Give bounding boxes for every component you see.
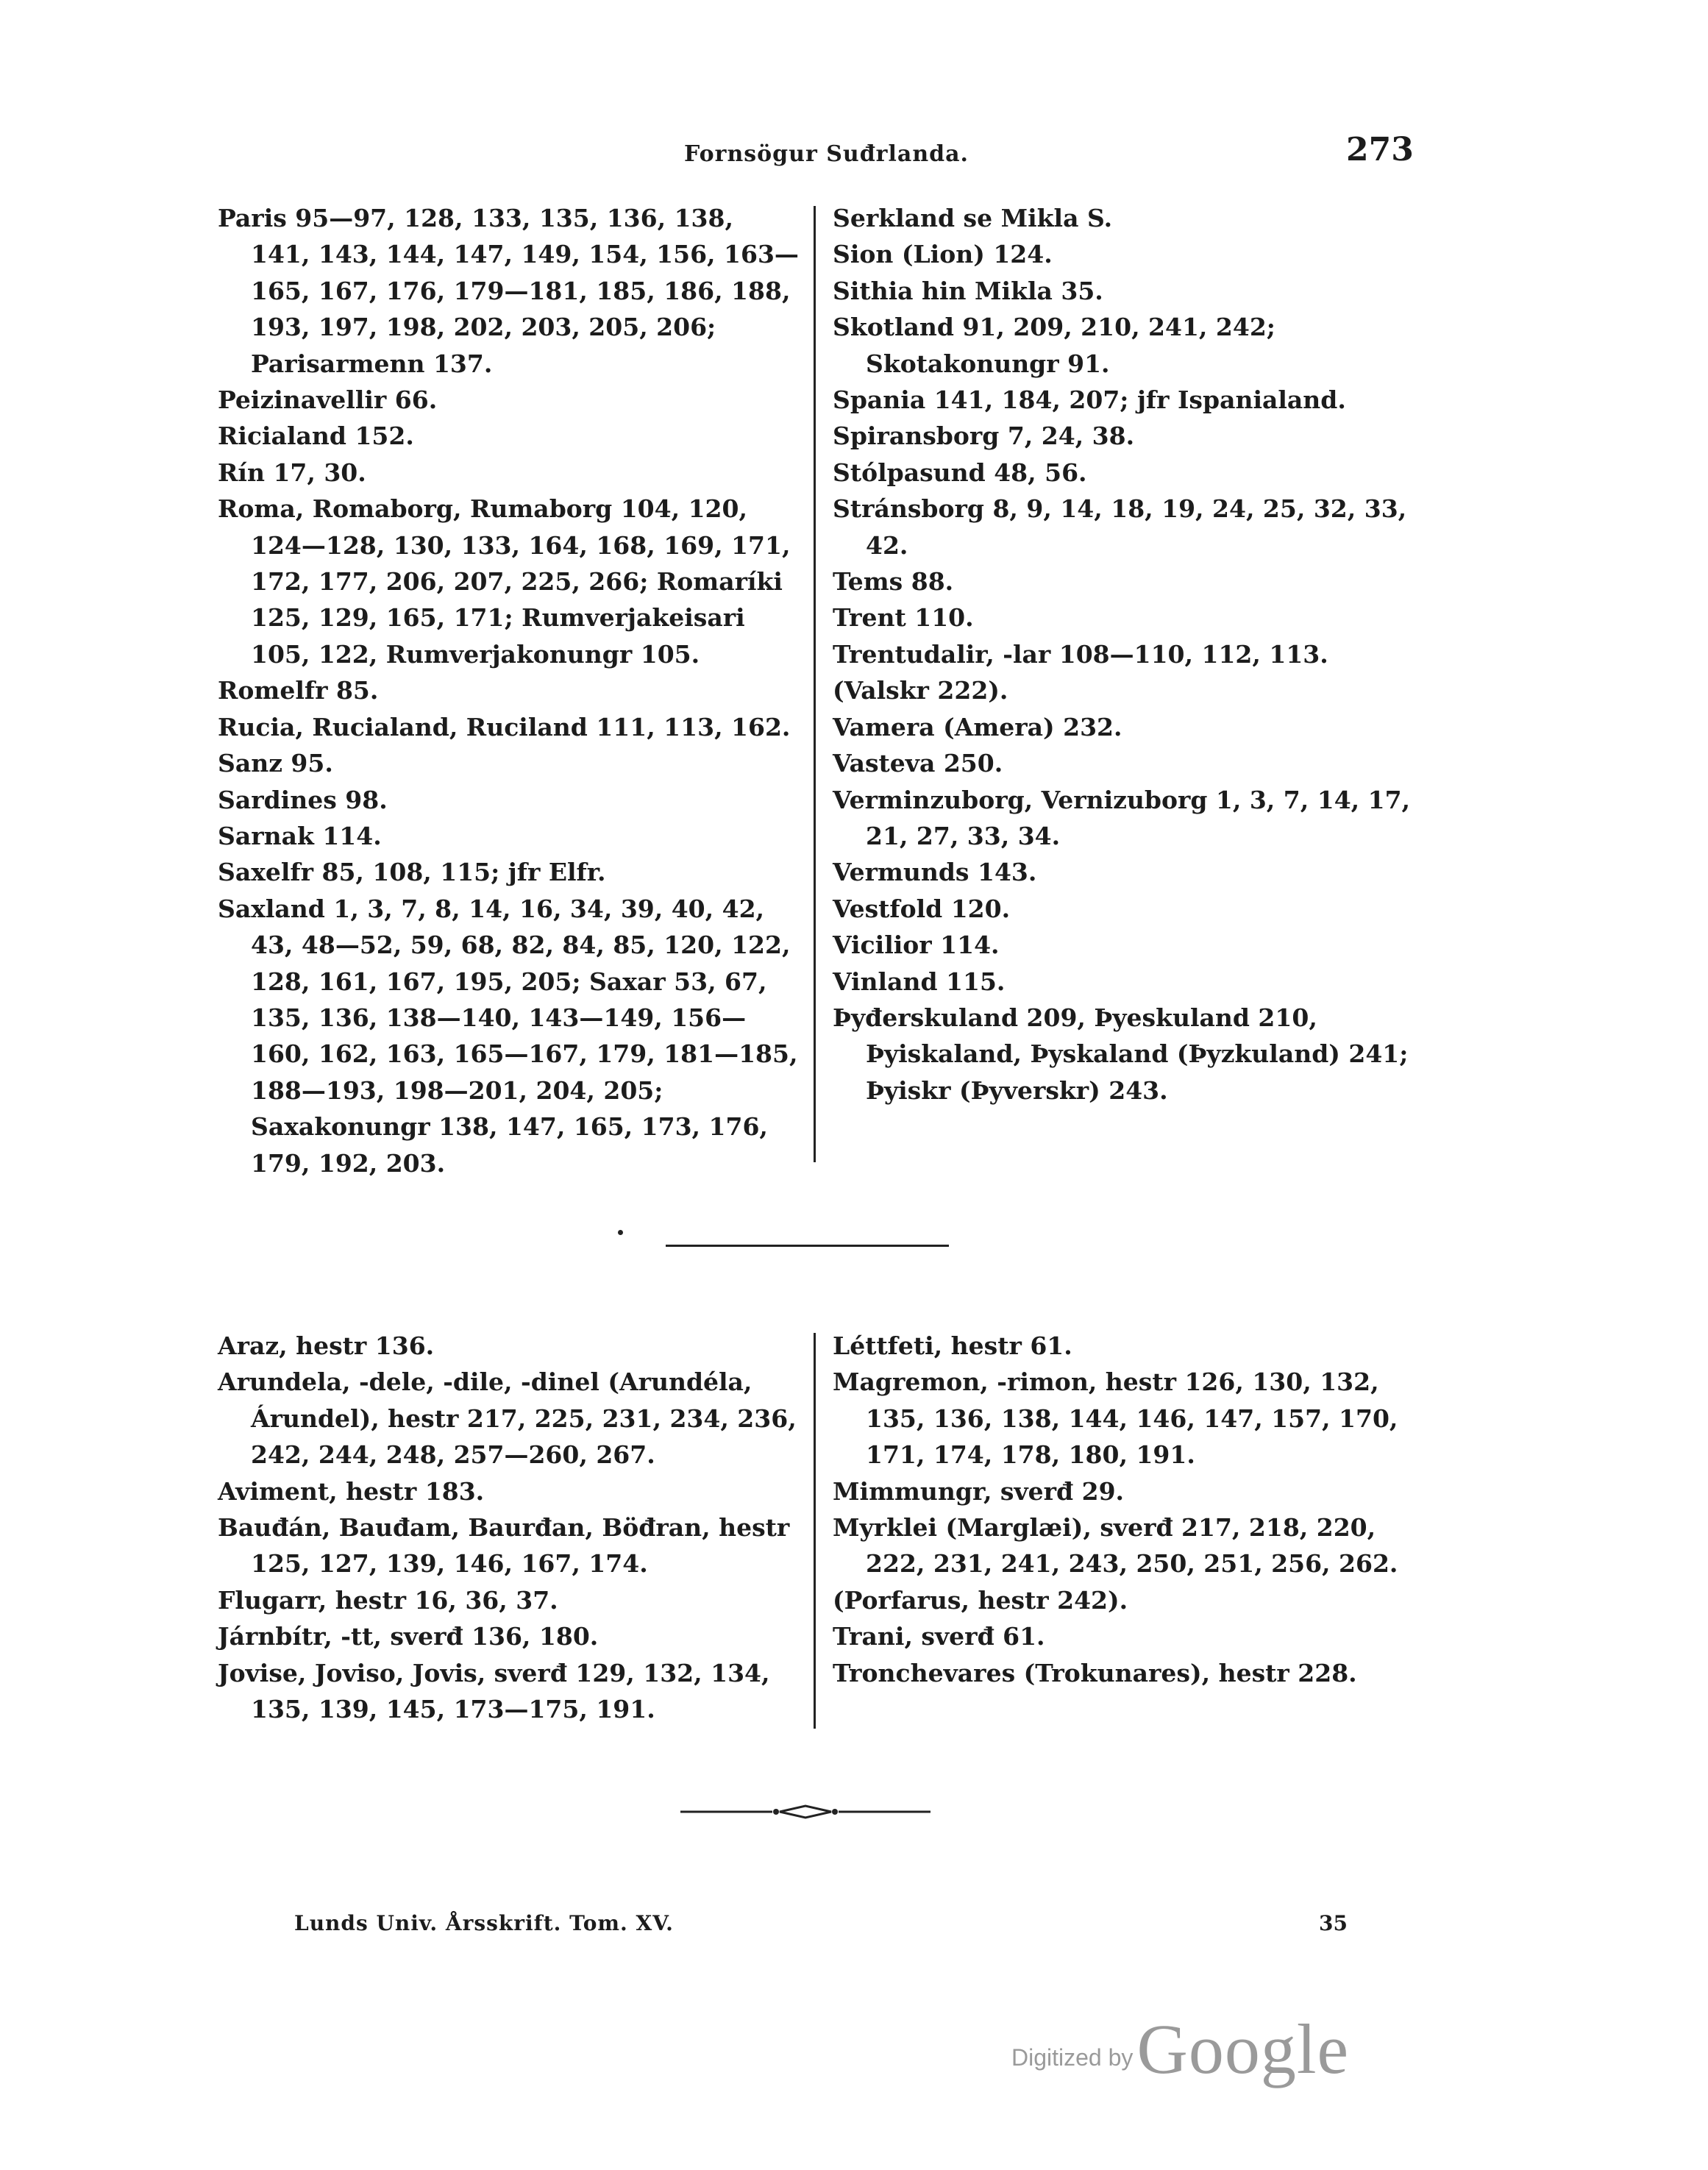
- index-entry: Rucia, Rucialand, Ruciland 111, 113, 162.: [218, 712, 791, 741]
- end-ornament: [680, 1801, 930, 1823]
- index-entry: Járnbítr, -tt, sverđ 136, 180.: [218, 1622, 599, 1651]
- index-entry: Stólpasund 48, 56.: [833, 458, 1087, 487]
- watermark-prefix: Digitized by: [1011, 2044, 1134, 2071]
- index-entry: Vestfold 120.: [833, 894, 1011, 923]
- index-entry: Tronchevares (Trokunares), hestr 228.: [833, 1658, 1357, 1687]
- index-entry: Þyđerskuland 209, Þyeskuland 210, Þyiskaland, Þyskaland (Þyzkuland) 241; Þyiskr (Þyverskr) 243.: [833, 1003, 1409, 1105]
- index-entry: Mimmungr, sverđ 29.: [833, 1476, 1125, 1506]
- running-header: Fornsögur Suđrlanda.: [684, 141, 969, 167]
- index-entry: Bauđán, Bauđam, Baurđan, Böđran, hestr 125, 127, 139, 146, 167, 174.: [218, 1513, 790, 1579]
- index-entry: Trani, sverđ 61.: [833, 1622, 1045, 1651]
- index-entry: Roma, Romaborg, Rumaborg 104, 120, 124—128, 130, 133, 164, 168, 169, 171, 172, 177, 206, 207, 225, 266; Romaríki 125, 129, 165, 171; Rumverjakeisari 105, 122, Rumverjakonungr 105.: [218, 494, 791, 669]
- index-column-places-left: [218, 200, 799, 1181]
- index-entry: Vamera (Amera) 232.: [833, 712, 1122, 741]
- page-number: 273: [1346, 131, 1414, 168]
- index-entry: Verminzuborg, Vernizuborg 1, 3, 7, 14, 17, 21, 27, 33, 34.: [833, 785, 1411, 850]
- column-divider: [814, 1333, 816, 1729]
- index-entry: Ricialand 152.: [218, 421, 414, 451]
- index-entry: Spania 141, 184, 207; jfr Ispanialand.: [833, 385, 1346, 415]
- index-entry: Myrklei (Marglæi), sverđ 217, 218, 220, 222, 231, 241, 243, 250, 251, 256, 262.: [833, 1513, 1398, 1579]
- index-entry: Paris 95—97, 128, 133, 135, 136, 138, 141, 143, 144, 147, 149, 154, 156, 163—165, 167, 176, 179—181, 185, 186, 188, 193, 197, 198, 202, 203, 205, 206; Parisarmenn 137.: [218, 204, 799, 378]
- index-entry: Sion (Lion) 124.: [833, 240, 1053, 269]
- index-entry: (Porfarus, hestr 242).: [833, 1585, 1128, 1615]
- index-entry: Saxland 1, 3, 7, 8, 14, 16, 34, 39, 40, 42, 43, 48—52, 59, 68, 82, 84, 85, 120, 122, 128, 161, 167, 195, 205; Saxar 53, 67, 135, 136, 138—140, 143—149, 156—160, 162, 163, 165—167, 179, 181—185, 188—193, 198—201, 204, 205; Saxakonungr 138, 147, 165, 173, 176, 179, 192, 203.: [218, 894, 798, 1178]
- digitization-watermark: [1011, 2008, 1349, 2090]
- index-entry: Stránsborg 8, 9, 14, 18, 19, 24, 25, 32, 33, 42.: [833, 494, 1407, 560]
- index-entry: Romelfr 85.: [218, 676, 379, 705]
- index-entry: Jovise, Joviso, Jovis, sverđ 129, 132, 134, 135, 139, 145, 173—175, 191.: [218, 1658, 770, 1724]
- index-entry: Peizinavellir 66.: [218, 385, 438, 415]
- index-entry: Trent 110.: [833, 603, 974, 633]
- index-entry: Vicilior 114.: [833, 931, 1000, 960]
- index-column-names-right: [833, 1328, 1421, 1691]
- index-entry: Arundela, -dele, -dile, -dinel (Arundéla, Árundel), hestr 217, 225, 231, 234, 236, 242, 244, 248, 257—260, 267.: [218, 1367, 797, 1470]
- index-entry: Sardines 98.: [218, 785, 388, 814]
- index-entry: Vermunds 143.: [833, 858, 1037, 887]
- index-entry: Vinland 115.: [833, 967, 1006, 996]
- index-entry: Aviment, hestr 183.: [218, 1476, 485, 1506]
- index-entry: (Valskr 222).: [833, 676, 1008, 705]
- index-entry: Spiransborg 7, 24, 38.: [833, 421, 1135, 451]
- index-entry: Skotland 91, 209, 210, 241, 242; Skotakonungr 91.: [833, 313, 1275, 378]
- index-entry: Sithia hin Mikla 35.: [833, 276, 1103, 305]
- column-divider: [814, 206, 816, 1162]
- index-entry: Rín 17, 30.: [218, 458, 366, 487]
- stray-dot: [618, 1230, 623, 1235]
- watermark-brand: Google: [1136, 2010, 1350, 2088]
- index-column-places-right: [833, 200, 1421, 1109]
- index-entry: Sanz 95.: [218, 749, 333, 778]
- index-entry: Araz, hestr 136.: [218, 1331, 435, 1360]
- index-entry: Magremon, -rimon, hestr 126, 130, 132, 135, 136, 138, 144, 146, 147, 157, 170, 171, 174, 178, 180, 191.: [833, 1367, 1398, 1470]
- index-entry: Flugarr, hestr 16, 36, 37.: [218, 1585, 558, 1615]
- index-column-names-left: [218, 1328, 799, 1727]
- index-entry: Tems 88.: [833, 567, 954, 597]
- sheet-number: 35: [1319, 1911, 1348, 1935]
- journal-signature: Lunds Univ. Årsskrift. Tom. XV.: [294, 1911, 674, 1935]
- index-entry: Vasteva 250.: [833, 749, 1003, 778]
- index-entry: Saxelfr 85, 108, 115; jfr Elfr.: [218, 858, 606, 887]
- index-entry: Léttfeti, hestr 61.: [833, 1331, 1072, 1360]
- index-entry: Trentudalir, -lar 108—110, 112, 113.: [833, 639, 1328, 669]
- section-separator: [666, 1245, 949, 1247]
- index-entry: Sarnak 114.: [218, 821, 382, 850]
- index-entry: Serkland se Mikla S.: [833, 204, 1113, 232]
